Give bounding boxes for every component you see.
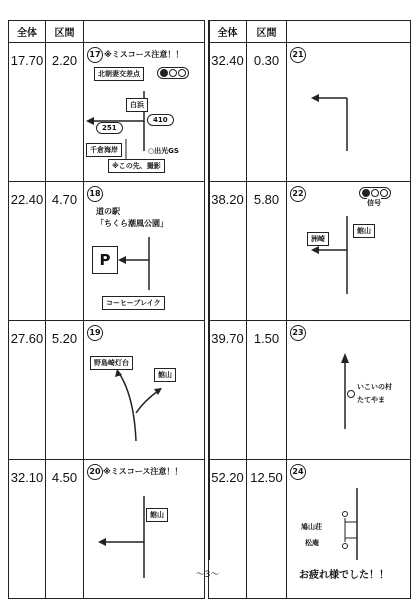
next-photo-note: ※この先、撮影 [108, 159, 165, 173]
cafe-label: コーヒーブレイク [102, 296, 165, 310]
right-table [208, 20, 411, 599]
village-label-2: たてやま [357, 396, 385, 404]
step-number: 22 [290, 186, 306, 202]
signal-label: 信号 [367, 199, 381, 207]
town-label: 白浜 [126, 98, 148, 112]
step-number: 23 [290, 325, 306, 341]
tateyama-label: 館山 [353, 224, 375, 238]
route-row-23 [209, 321, 411, 460]
turn-diagram [84, 182, 205, 310]
village-label-1: いこいの村 [357, 383, 392, 391]
section-distance: 0.30 [247, 43, 287, 182]
finish-message: お疲れ様でした！！ [299, 570, 389, 581]
step-number: 18 [87, 186, 103, 202]
turn-diagram [287, 182, 411, 310]
section-distance: 5.20 [46, 321, 84, 460]
step-number: 20 [87, 464, 103, 480]
turn-diagram [84, 321, 205, 449]
route-251-label: 251 [96, 122, 123, 134]
section-distance: 1.50 [247, 321, 287, 460]
total-distance: 17.70 [9, 43, 46, 182]
header-total: 全体 [209, 21, 247, 43]
total-distance: 38.20 [209, 182, 247, 321]
section-distance: 2.20 [46, 43, 84, 182]
lighthouse-label: 野島崎灯台 [90, 356, 133, 370]
susaki-label: 洲崎 [307, 232, 329, 246]
station-label-1: 道の駅 [96, 207, 120, 216]
total-distance: 52.20 [209, 460, 247, 599]
left-table [8, 20, 205, 599]
route-row-18 [9, 182, 205, 321]
section-distance: 5.80 [247, 182, 287, 321]
route-row-17 [9, 43, 205, 182]
intersection-label: 北朝妻交差点 [94, 67, 144, 81]
step-number: 21 [290, 47, 306, 63]
turn-diagram [287, 43, 411, 171]
inn-label-2: 松庵 [305, 539, 319, 547]
section-distance: 4.70 [46, 182, 84, 321]
route-sheet [8, 20, 410, 581]
route-row-19 [9, 321, 205, 460]
step-number: 17 [87, 47, 103, 63]
parking-icon: P [92, 246, 118, 274]
step-number: 19 [87, 325, 103, 341]
step-number: 24 [290, 464, 306, 480]
inn-label-1: 鳩山荘 [301, 523, 322, 531]
header-section: 区間 [46, 21, 84, 43]
total-distance: 22.40 [9, 182, 46, 321]
header-section: 区間 [247, 21, 287, 43]
total-distance: 32.40 [209, 43, 247, 182]
tateyama-label: 館山 [154, 368, 176, 382]
destination-label: 千倉海岸 [86, 143, 122, 157]
tateyama-label: 館山 [146, 508, 168, 522]
section-distance: 4.50 [46, 460, 84, 599]
route-row-22 [209, 182, 411, 321]
page-number: ～3～ [195, 570, 220, 580]
station-label-2: 「ちくら潮風公園」 [96, 219, 168, 228]
gas-station-label: ○出光GS [148, 147, 179, 155]
caution-note: ※ミスコース注意！！ [104, 50, 184, 59]
total-distance: 39.70 [209, 321, 247, 460]
turn-diagram [287, 321, 411, 449]
total-distance: 27.60 [9, 321, 46, 460]
header-total: 全体 [9, 21, 46, 43]
section-distance: 12.50 [247, 460, 287, 599]
caution-note: ※ミスコース注意！！ [103, 467, 183, 476]
route-row-21 [209, 43, 411, 182]
total-distance: 32.10 [9, 460, 46, 599]
route-410-label: 410 [147, 114, 174, 126]
